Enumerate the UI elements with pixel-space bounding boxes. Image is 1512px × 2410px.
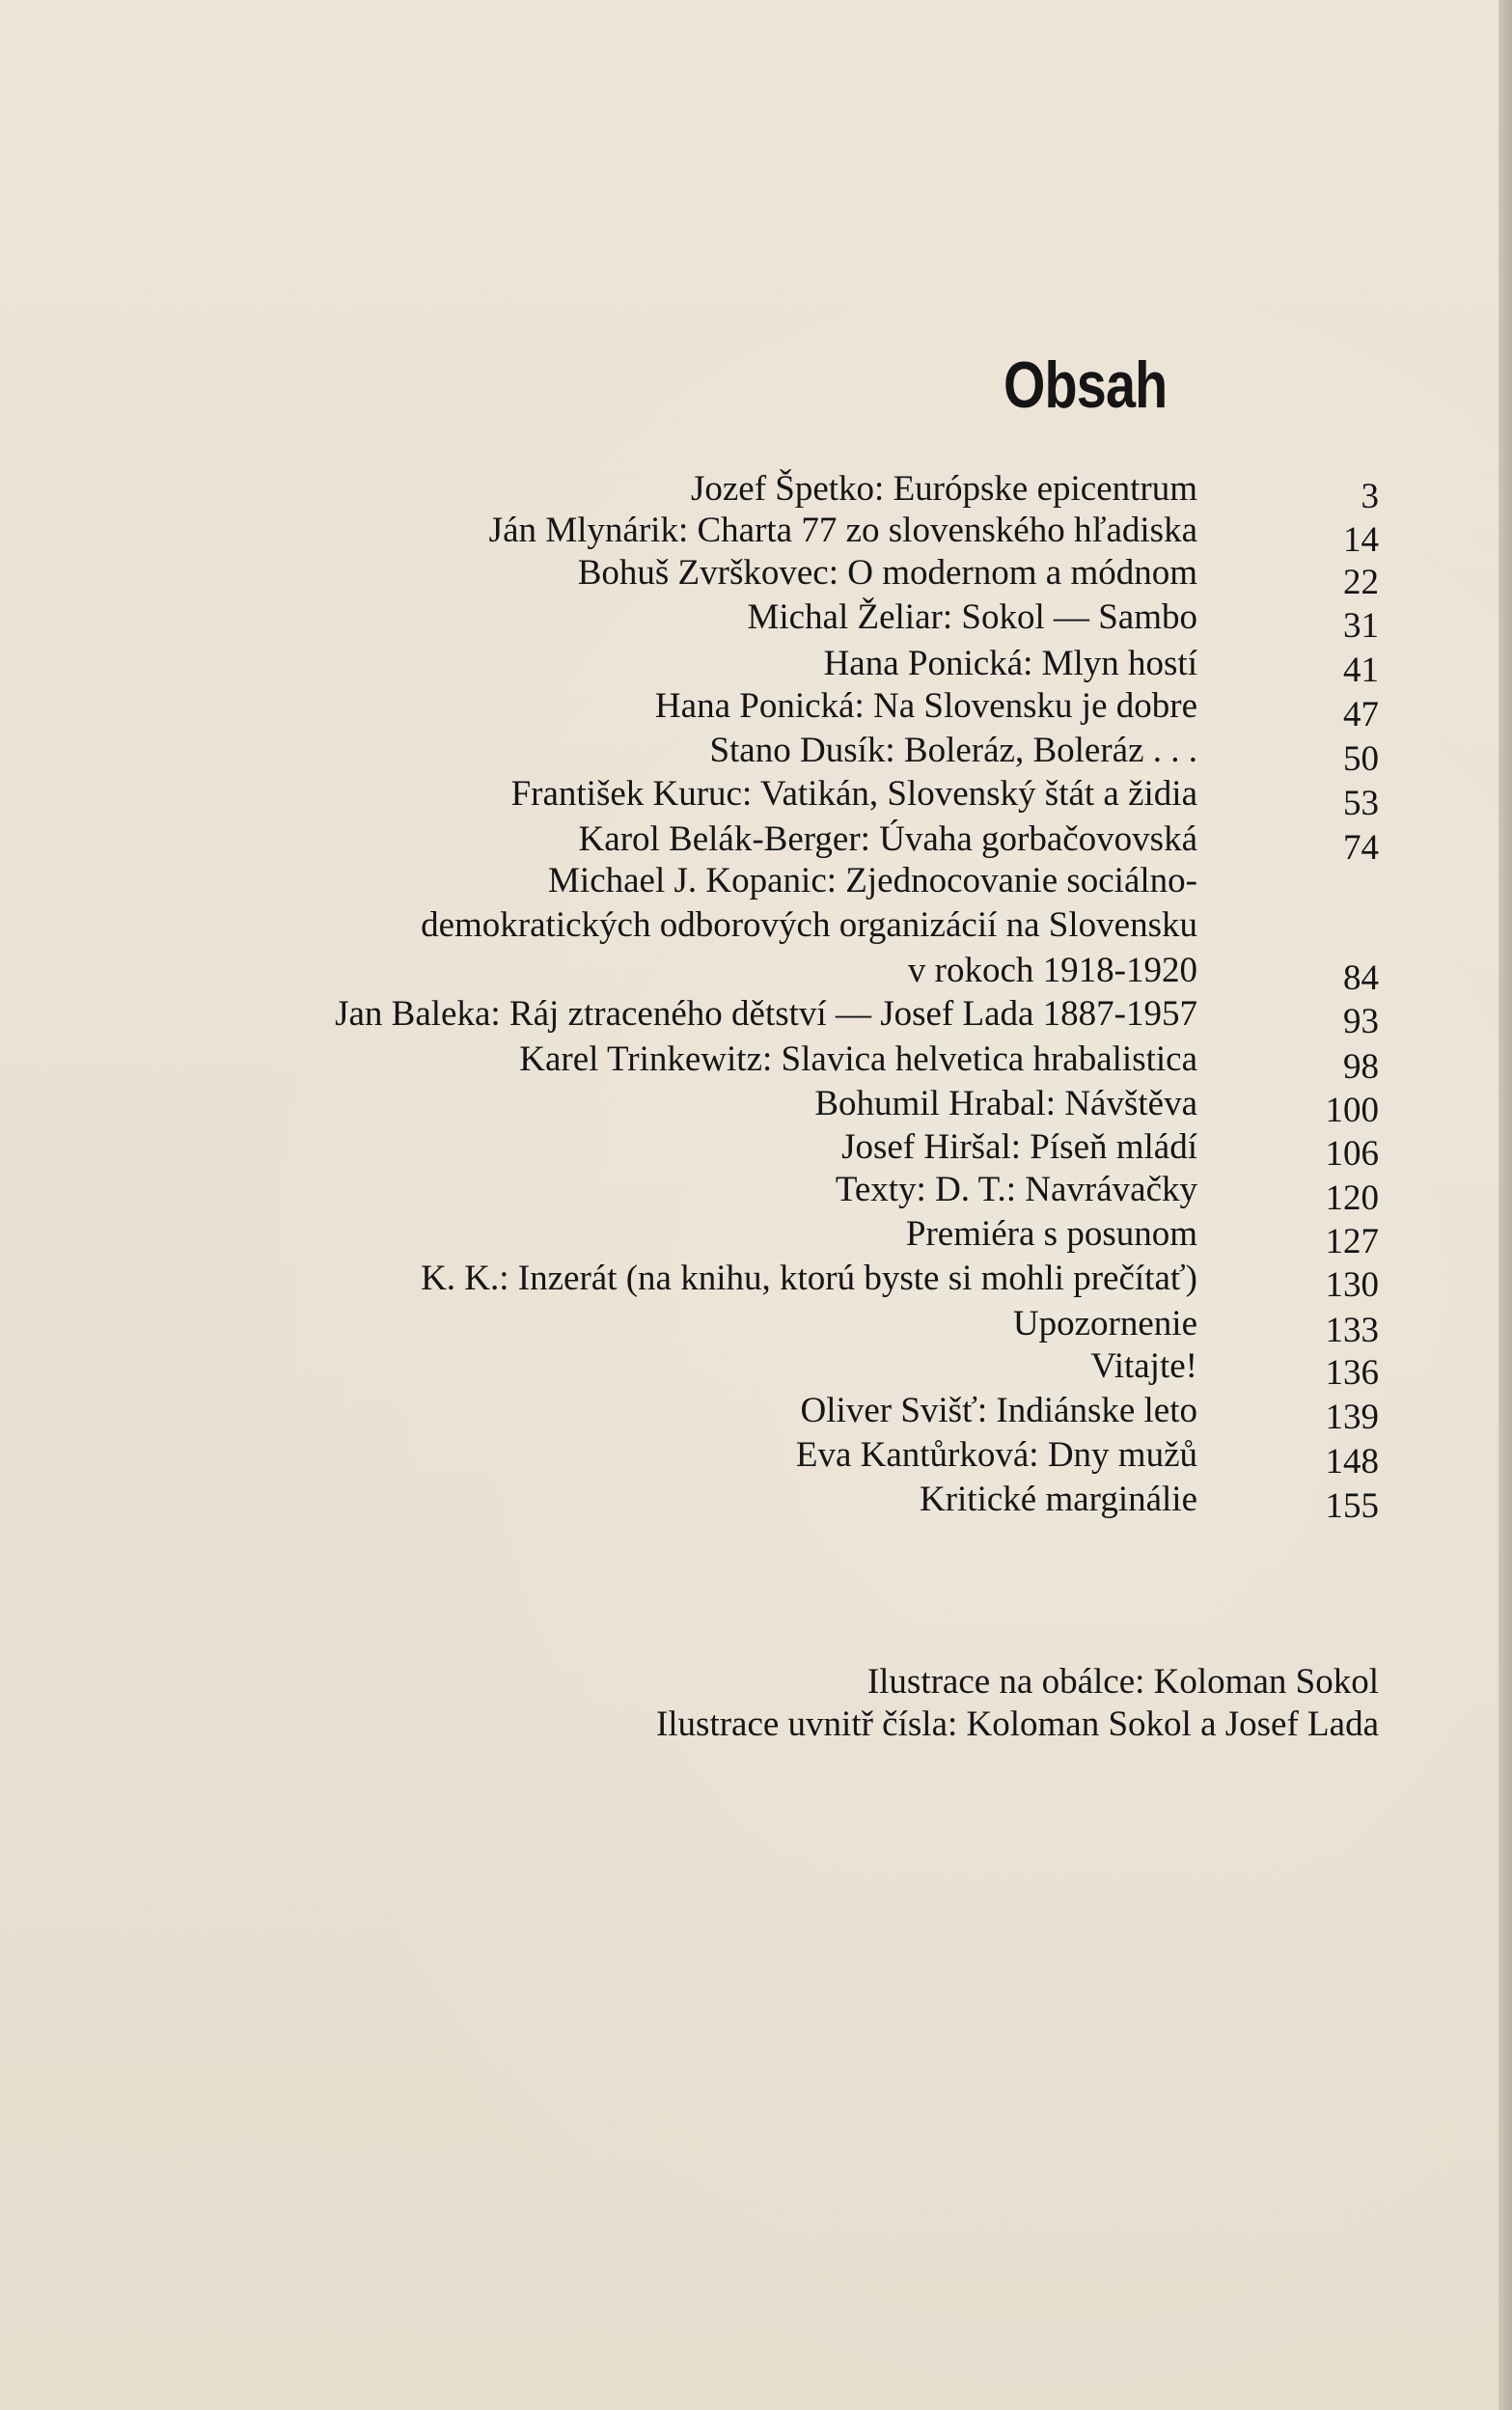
toc-entry-page: 155 <box>1325 1486 1379 1526</box>
toc-entry-page: 98 <box>1343 1047 1379 1087</box>
toc-entry-page: 31 <box>1343 606 1379 646</box>
toc-entry-title: Eva Kantůrková: Dny mužů <box>795 1435 1197 1475</box>
toc-entry-title: František Kuruc: Vatikán, Slovenský štát a židia <box>510 774 1197 814</box>
toc-entry-title: Texty: D. T.: Navrávačky <box>835 1170 1197 1209</box>
toc-entry-title: K. K.: Inzerát (na knihu, ktorú byste si mohli prečítať) <box>421 1259 1197 1298</box>
toc-entry-page: 41 <box>1343 651 1379 690</box>
toc-entry-title: Karel Trinkewitz: Slavica helvetica hrabalistica <box>519 1039 1197 1079</box>
toc-entry-title: v rokoch 1918-1920 <box>907 951 1197 990</box>
toc-entry-title: demokratických odborových organizácií na Slovensku <box>421 905 1197 945</box>
toc-entry-title: Ján Mlynárik: Charta 77 zo slovenského hľadiska <box>488 511 1197 550</box>
toc-entry-page: 14 <box>1343 520 1379 560</box>
toc-entry-title: Jan Baleka: Ráj ztraceného dětství — Josef Lada 1887-1957 <box>335 994 1197 1034</box>
toc-entry-title: Karol Belák-Berger: Úvaha gorbačovovská <box>578 819 1197 859</box>
toc-entry-page: 50 <box>1343 739 1379 779</box>
toc-entry-title: Upozornenie <box>1012 1304 1197 1344</box>
toc-entry-page: 100 <box>1325 1091 1379 1130</box>
page-title: Obsah <box>1003 348 1168 422</box>
toc-entry-page: 84 <box>1343 958 1379 998</box>
cover-illustration-credit: Ilustrace na obálce: Koloman Sokol <box>866 1662 1379 1702</box>
toc-entry-title: Stano Dusík: Boleráz, Boleráz . . . <box>709 731 1197 770</box>
toc-entry-page: 136 <box>1325 1353 1379 1393</box>
toc-entry-title: Hana Ponická: Mlyn hostí <box>823 644 1197 683</box>
toc-entry-page: 120 <box>1325 1178 1379 1218</box>
toc-entry-page: 47 <box>1343 695 1379 734</box>
toc-entry-title: Oliver Svišť: Indiánske leto <box>800 1391 1197 1430</box>
toc-entry-title: Michael J. Kopanic: Zjednocovanie sociálno- <box>548 861 1197 900</box>
toc-entry-title: Premiéra s posunom <box>905 1214 1197 1254</box>
toc-entry-page: 148 <box>1325 1442 1379 1482</box>
toc-entry-title: Kritické marginálie <box>919 1480 1197 1519</box>
toc-entry-page: 130 <box>1325 1265 1379 1305</box>
toc-entry-page: 3 <box>1361 477 1379 516</box>
toc-entry-title: Hana Ponická: Na Slovensku je dobre <box>654 686 1197 726</box>
toc-entry-title: Vitajte! <box>1090 1346 1197 1386</box>
toc-entry-page: 139 <box>1325 1398 1379 1437</box>
toc-entry-title: Josef Hiršal: Píseň mládí <box>841 1127 1197 1167</box>
toc-entry-page: 93 <box>1343 1002 1379 1041</box>
toc-entry-page: 22 <box>1343 563 1379 602</box>
inside-illustration-credit: Ilustrace uvnitř čísla: Koloman Sokol a Josef Lada <box>655 1704 1379 1744</box>
toc-entry-page: 53 <box>1343 784 1379 823</box>
toc-entry-page: 106 <box>1325 1134 1379 1174</box>
toc-entry-title: Bohuš Zvrškovec: O modernom a módnom <box>577 553 1197 593</box>
toc-entry-page: 127 <box>1325 1222 1379 1261</box>
toc-entry-page: 74 <box>1343 828 1379 868</box>
toc-entry-title: Jozef Špetko: Európske epicentrum <box>690 469 1197 509</box>
toc-entry-page: 133 <box>1325 1311 1379 1350</box>
toc-entry-title: Bohumil Hrabal: Návštěva <box>814 1084 1197 1123</box>
toc-entry-title: Michal Želiar: Sokol — Sambo <box>747 597 1197 637</box>
